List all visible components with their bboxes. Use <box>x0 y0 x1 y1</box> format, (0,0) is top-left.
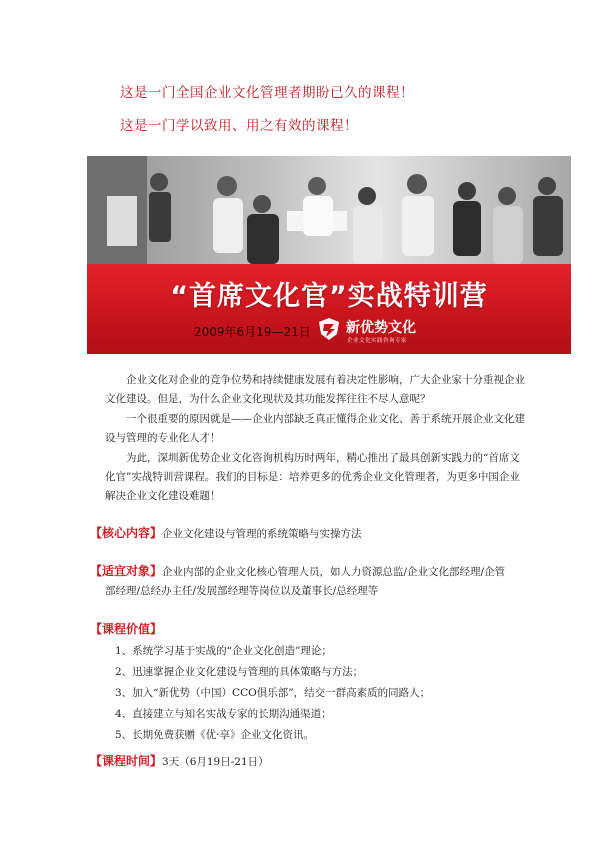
audience-text-2: 部经理/总经办主任/发展部经理等岗位以及董事长/总经理等 <box>105 585 379 597</box>
core-text: 企业文化建设与管理的系统策略与实操方法 <box>162 528 362 540</box>
brand-name: 新优势文化 <box>346 320 416 336</box>
banner-date: 2009年6月19—21日 <box>194 325 311 339</box>
intro-paragraph-2: 一个很重要的原因就是——企业内部缺乏真正懂得企业文化、善于系统开展企业文化建设与管理的专业化人才！ <box>105 413 525 444</box>
section-value <box>90 620 530 640</box>
list-item: 5、长期免费获赠《优·享》企业文化资讯。 <box>115 729 315 741</box>
headline-1: 这是一门全国企业文化管理者期盼已久的课程！ <box>120 85 414 101</box>
intro-paragraph-3: 为此，深圳新优势企业文化咨询机构历时两年，精心推出了最具创新实践力的“首席文化官”实战特训营课程。我们的目标是：培养更多的优秀企业文化管理者，为更多中国企业解决企业文化建设难题！ <box>105 452 520 502</box>
banner-title: “首席文化官”实战特训营 <box>170 281 488 312</box>
audience-label: 【适宜对象】 <box>90 564 163 578</box>
brand-subtitle: 企业文化实践咨询专家 <box>347 338 408 344</box>
time-text: 3天（6月19日-21日） <box>162 756 269 768</box>
section-core <box>90 524 530 544</box>
list-item: 2、迅速掌握企业文化建设与管理的具体策略与方法； <box>115 666 364 678</box>
audience-text-1: 企业内部的企业文化核心管理人员，如人力资源总监/企业文化部经理/企管 <box>162 566 506 578</box>
headline-2: 这是一门学以致用、用之有效的课程！ <box>120 118 358 134</box>
value-label: 【课程价值】 <box>90 622 163 636</box>
core-label: 【核心内容】 <box>90 526 163 540</box>
section-audience <box>90 562 530 601</box>
intro-paragraph-1: 企业文化对企业的竞争位势和持续健康发展有着决定性影响，广大企业家十分重视企业文化建设。但是，为什么企业文化现状及其功能发挥往往不尽人意呢？ <box>105 374 525 405</box>
time-label: 【课程时间】 <box>90 754 163 768</box>
list-item: 3、加入“新优势（中国）CCO俱乐部”，结交一群高素质的同路人； <box>115 687 431 699</box>
brand-logo-icon <box>316 316 342 342</box>
event-banner <box>87 264 571 354</box>
training-photo <box>87 156 571 264</box>
list-item: 4、直接建立与知名实战专家的长期沟通渠道； <box>115 708 332 720</box>
section-time <box>90 752 530 772</box>
list-item: 1、系统学习基于实战的“企业文化创造”理论； <box>115 645 332 657</box>
